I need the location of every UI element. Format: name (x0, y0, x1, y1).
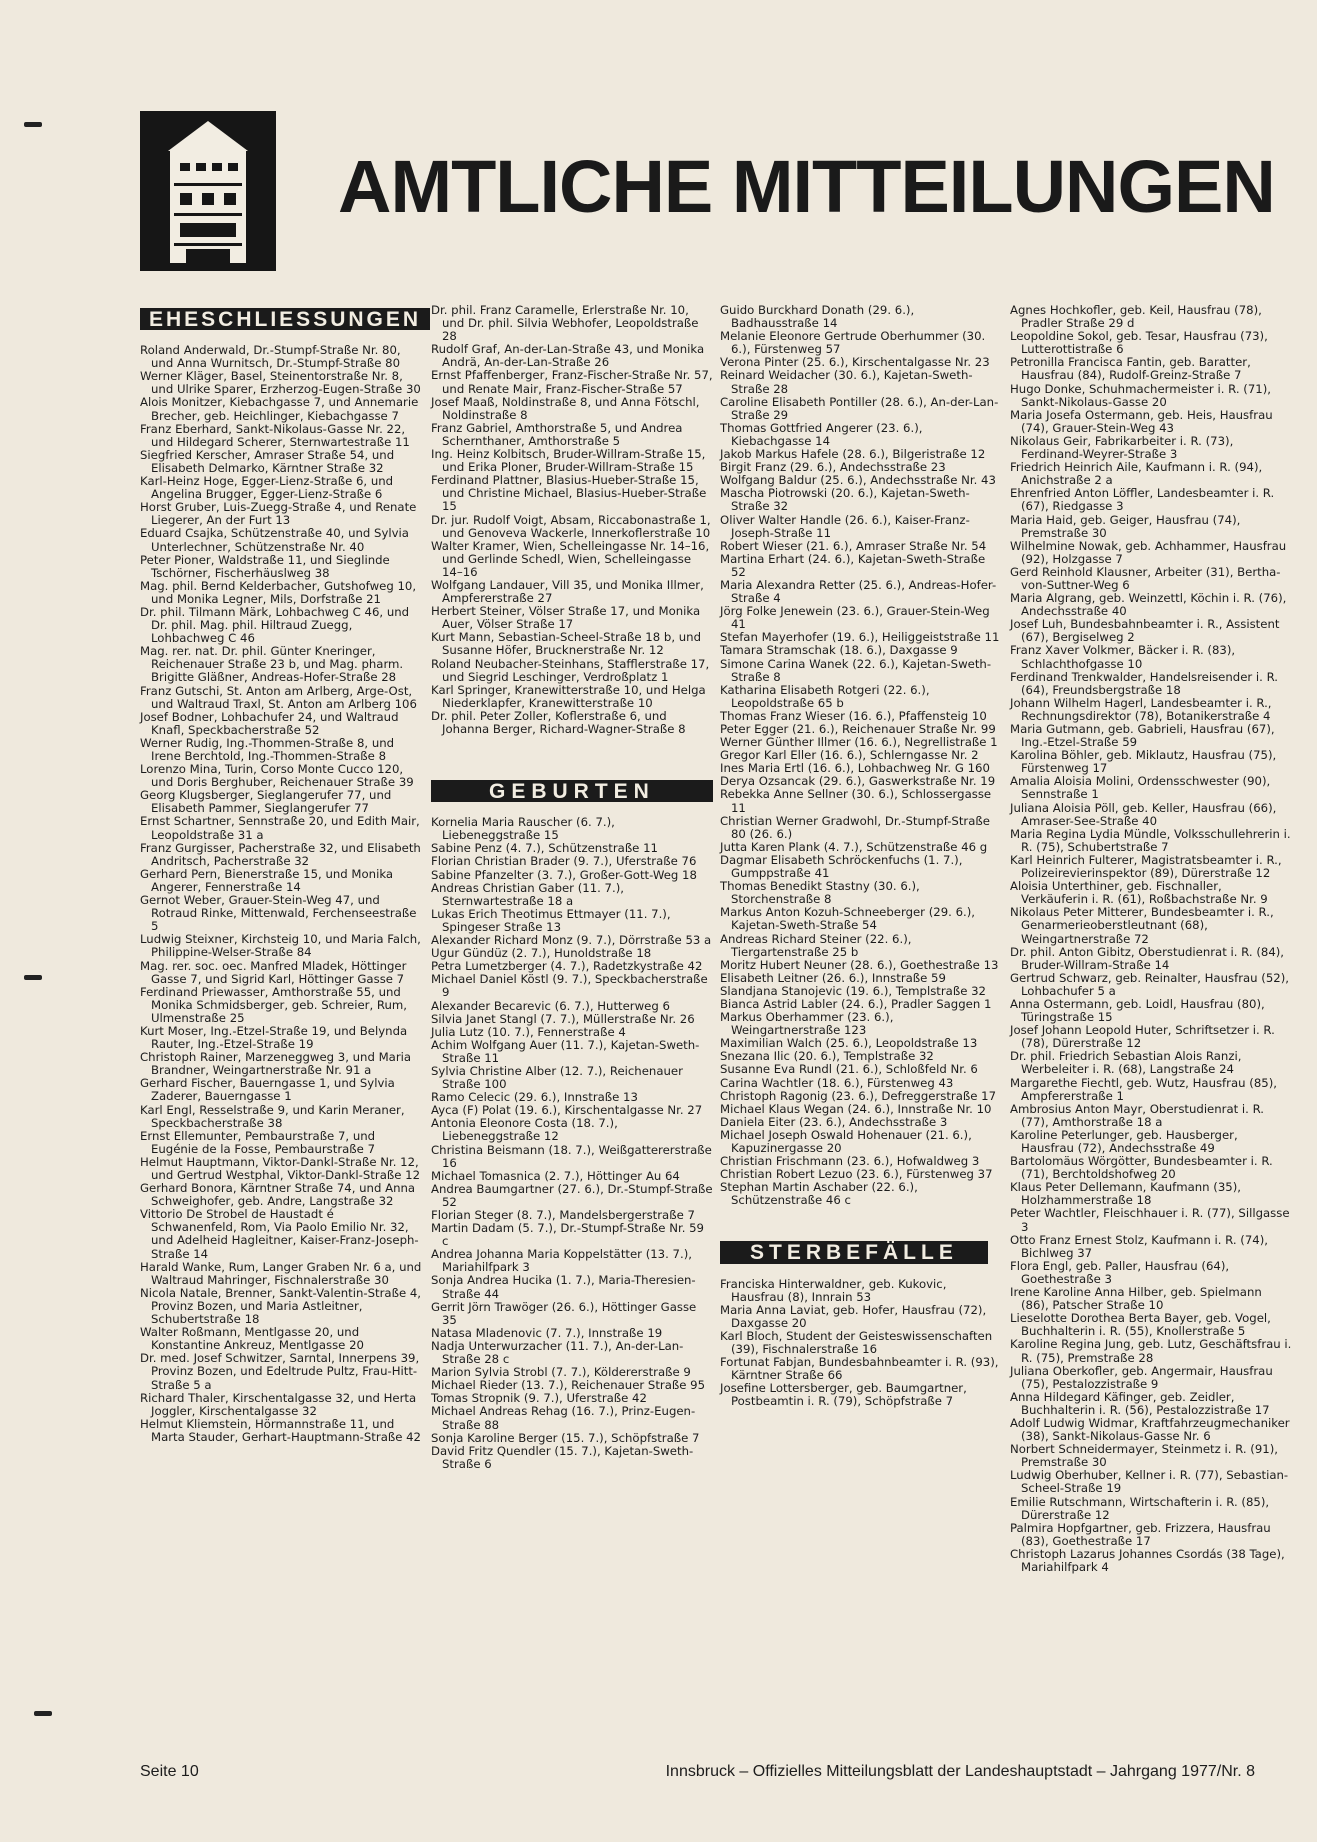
list-entry: Birgit Franz (29. 6.), Andechsstraße 23 (720, 460, 946, 475)
list-entry: Josef Bodner, Lohbachufer 24, und Waltraud Knafl, Speckbacherstraße 52 (140, 709, 399, 737)
list-entry: Dagmar Elisabeth Schröckenfuchs (1. 7.), Gumppstraße 41 (720, 852, 963, 881)
list-entry: Johann Wilhelm Hagerl, Landesbeamter i. R., Rechnungsdirektor (78), Botanikerstraße 4 (1010, 695, 1272, 723)
list-entry: Peter Wachtler, Fleischhauer i. R. (77), Sillgasse 3 (1010, 1206, 1290, 1234)
list-entry: Ernst Pfaffenberger, Franz-Fischer-Straße Nr. 57, und Renate Mair, Franz-Fischer-Straße 57 (431, 368, 713, 396)
list-entry: Lukas Erich Theotimus Ettmayer (11. 7.), Spingeser Straße 13 (431, 906, 671, 934)
list-entry: Gerhard Pern, Bienerstraße 15, und Monika Angerer, Fennerstraße 14 (140, 866, 394, 894)
list-entry: Juliana Oberkofler, geb. Angermair, Hausfrau (75), Pestalozzistraße 9 (1010, 1363, 1273, 1391)
list-entry: Thomas Franz Wieser (16. 6.), Pfaffensteig 10 (720, 708, 987, 723)
list-entry: Karl Bloch, Student der Geisteswissenschaften (39), Fischnalerstraße 16 (720, 1328, 993, 1357)
list-entry: Caroline Elisabeth Pontiller (28. 6.), An-der-Lan-Straße 29 (720, 394, 999, 422)
column-4 (1010, 304, 1292, 1574)
list-entry: Ugur Gündüz (2. 7.), Hunoldstraße 18 (431, 946, 652, 961)
list-entry: Michael Joseph Oswald Hohenauer (21. 6.), Kapuzinergasse 20 (720, 1127, 972, 1155)
list-entry: Vittorio De Strobel de Haustadt é Schwanenfeld, Rom, Via Paolo Emilio Nr. 32, und Adelheid Hagleitner, Kaiser-Franz-Joseph-Straße 14 (140, 1207, 419, 1261)
list-entry: Thomas Benedikt Stastny (30. 6.), Storchenstraße 8 (720, 879, 920, 907)
list-entry: Alois Monitzer, Kiebachgasse 7, und Annemarie Brecher, geb. Heichlinger, Kiebachgasse 7 (140, 395, 419, 423)
list-entry: Werner Rudig, Ing.-Thommen-Straße 8, und Irene Berchtold, Ing.-Thommen-Straße 8 (140, 735, 395, 763)
list-entry: Martina Erhart (24. 6.), Kajetan-Sweth-Straße 52 (720, 551, 986, 579)
list-entry: Franz Gutschi, St. Anton am Arlberg, Arge-Ost, und Waltraud Traxl, St. Anton am Arlberg 106 (140, 683, 417, 711)
list-entry: Eduard Csajka, Schützenstraße 40, und Sylvia Unterlechner, Schützenstraße Nr. 40 (140, 526, 409, 554)
list-entry: Rebekka Anne Sellner (30. 6.), Schlossergasse 11 (720, 787, 992, 815)
list-entry: Jörg Folke Jenewein (23. 6.), Grauer-Stein-Weg 41 (720, 604, 990, 632)
column-3 (720, 304, 1002, 1409)
list-entry: Mascha Piotrowski (20. 6.), Kajetan-Sweth-Straße 32 (720, 486, 970, 514)
list-entry: Karolina Böhler, geb. Miklautz, Hausfrau (75), Fürstenweg 17 (1010, 748, 1277, 776)
list-entry: Robert Wieser (21. 6.), Amraser Straße Nr. 54 (720, 538, 987, 553)
section-heading-eheschliessungen: EHESCHLIESSUNGEN (140, 308, 430, 330)
list-entry: Anna Hildegard Käfinger, geb. Zeidler, Buchhalterin i. R. (56), Pestalozzistraße 17 (1010, 1389, 1270, 1417)
list-entry: Ing. Heinz Kolbitsch, Bruder-Willram-Straße 15, und Erika Ploner, Bruder-Willram-Straße 15 (431, 447, 706, 475)
list-entry: Andrea Baumgartner (27. 6.), Dr.-Stumpf-Straße 52 (431, 1181, 713, 1209)
list-entry: Amalia Aloisia Molini, Ordensschwester (90), Sennstraße 1 (1010, 774, 1271, 802)
list-entry: Jakob Markus Hafele (28. 6.), Bilgeristraße 12 (720, 447, 986, 462)
list-entry: Roland Neubacher-Steinhans, Stafflerstraße 17, und Siegrid Leschinger, Verdroßplatz 1 (431, 656, 710, 684)
list-entry: Maria Haid, geb. Geiger, Hausfrau (74), Premstraße 30 (1010, 512, 1241, 540)
death-list-continued (1010, 304, 1292, 1574)
list-entry: Christoph Ragonig (23. 6.), Defreggerstraße 17 (720, 1088, 997, 1103)
list-entry: David Fritz Quendler (15. 7.), Kajetan-Sweth-Straße 6 (431, 1443, 694, 1471)
list-entry: Gregor Karl Eller (16. 6.), Schlerngasse Nr. 2 (720, 748, 979, 763)
list-entry: Dr. jur. Rudolf Voigt, Absam, Riccabonastraße 1, und Genoveva Wackerle, Innerkoflerstraße 10 (431, 512, 711, 540)
list-entry: Karoline Peterlunger, geb. Hausberger, Hausfrau (72), Andechsstraße 49 (1010, 1127, 1238, 1155)
list-entry: Helmut Hauptmann, Viktor-Dankl-Straße Nr. 12, und Gertrud Westphal, Viktor-Dankl-Straße 12 (140, 1154, 420, 1182)
list-entry: Maria Algrang, geb. Weinzettl, Köchin i. R. (76), Andechsstraße 40 (1010, 591, 1287, 619)
list-entry: Ludwig Steixner, Kirchsteig 10, und Maria Falch, Philippine-Welser-Straße 84 (140, 932, 421, 960)
list-entry: Kurt Moser, Ing.-Etzel-Straße 19, und Belynda Rauter, Ing.-Etzel-Straße 19 (140, 1023, 408, 1052)
list-entry: Michael Klaus Wegan (24. 6.), Innstraße Nr. 10 (720, 1101, 992, 1116)
list-entry: Ambrosius Anton Mayr, Oberstudienrat i. R. (77), Amthorstraße 18 a (1010, 1101, 1265, 1129)
list-entry: Anna Ostermann, geb. Loidl, Hausfrau (80), Türingstraße 15 (1010, 996, 1265, 1025)
list-entry: Snezana Ilic (20. 6.), Templstraße 32 (720, 1049, 934, 1064)
list-entry: Susanne Eva Rundl (21. 6.), Schloßfeld Nr. 6 (720, 1062, 978, 1077)
list-entry: Derya Ozsancak (29. 6.), Gaswerkstraße Nr. 19 (720, 774, 996, 789)
list-entry: Reinard Weidacher (30. 6.), Kajetan-Sweth-Straße 28 (720, 368, 973, 396)
list-entry: Ferdinand Plattner, Blasius-Hueber-Straße 15, und Christine Michael, Blasius-Hueber-Straße 15 (431, 473, 707, 514)
list-entry: Margarethe Fiechtl, geb. Wutz, Hausfrau (85), Ampfererstraße 1 (1010, 1075, 1277, 1103)
list-entry: Siegfried Kerscher, Amraser Straße 54, und Elisabeth Delmarko, Kärntner Straße 32 (140, 447, 395, 475)
list-entry: Markus Oberhammer (23. 6.), Weingartnerstraße 123 (720, 1010, 894, 1038)
list-entry: Ines Maria Ertl (16. 6.), Lohbachweg Nr. G 160 (720, 761, 990, 776)
list-entry: Franz Eberhard, Sankt-Nikolaus-Gasse Nr. 22, und Hildegard Scherer, Sternwartestraße 11 (140, 421, 410, 449)
list-entry: Markus Anton Kozuh-Schneeberger (29. 6.), Kajetan-Sweth-Straße 54 (720, 905, 975, 933)
list-entry: Carina Wachtler (18. 6.), Fürstenweg 43 (720, 1075, 954, 1090)
publication-line: Innsbruck – Offizielles Mitteilungsblatt der Landeshauptstadt – Jahrgang 1977/Nr. 8 (665, 1763, 1255, 1780)
list-entry: Lorenzo Mina, Turin, Corso Monte Cucco 120, und Doris Berghuber, Reichenauer Straße 39 (140, 762, 414, 790)
list-entry: Ramo Celecic (29. 6.), Innstraße 13 (431, 1090, 638, 1105)
list-entry: Petronilla Francisca Fantin, geb. Baratter, Hausfrau (84), Rudolf-Greinz-Straße 7 (1010, 355, 1251, 383)
list-entry: Mag. rer. nat. Dr. phil. Günter Kneringer, Reichenauer Straße 23 b, und Mag. pharm. Brigitte Gläßner, Andreas-Hofer-Straße 28 (140, 644, 404, 685)
list-entry: Stephan Martin Aschaber (22. 6.), Schützenstraße 46 c (720, 1180, 918, 1208)
list-entry: Dr. phil. Friedrich Sebastian Alois Ranzi, Werbeleiter i. R. (68), Langstraße 24 (1010, 1049, 1242, 1077)
list-entry: Ernst Schartner, Sennstraße 20, und Edith Mair, Leopoldstraße 31 a (140, 814, 420, 842)
list-entry: Kurt Mann, Sebastian-Scheel-Straße 18 b, und Susanne Höfer, Brucknerstraße Nr. 12 (431, 630, 701, 658)
list-entry: Norbert Schneidermayer, Steinmetz i. R. (91), Premstraße 30 (1010, 1442, 1278, 1470)
list-entry: Sylvia Christine Alber (12. 7.), Reichenauer Straße 100 (431, 1063, 683, 1092)
list-entry: Marion Sylvia Strobl (7. 7.), Köldererstraße 9 (431, 1365, 691, 1380)
tower-icon (140, 111, 276, 271)
list-entry: Fortunat Fabjan, Bundesbahnbeamter i. R. (93), Kärntner Straße 66 (720, 1355, 999, 1383)
list-entry: Stefan Mayerhofer (19. 6.), Heiliggeiststraße 11 (720, 630, 1000, 645)
list-entry: Maria Josefa Ostermann, geb. Heis, Hausfrau (74), Grauer-Stein-Weg 43 (1010, 407, 1273, 435)
list-entry: Karl-Heinz Hoge, Egger-Lienz-Straße 6, und Angelina Brugger, Egger-Lienz-Straße 6 (140, 474, 394, 502)
list-entry: Maximilian Walch (25. 6.), Leopoldstraße 13 (720, 1036, 978, 1051)
list-entry: Florian Christian Brader (9. 7.), Uferstraße 76 (431, 854, 697, 869)
list-entry: Friedrich Heinrich Aile, Kaufmann i. R. (94), Anichstraße 2 a (1010, 460, 1263, 488)
list-entry: Horst Gruber, Luis-Zuegg-Straße 4, und Renate Liegerer, An der Furt 13 (140, 500, 417, 528)
list-entry: Gertrud Schwarz, geb. Reinalter, Hausfrau (52), Lohbachufer 5 a (1010, 970, 1289, 998)
list-entry: Sabine Pfanzelter (3. 7.), Großer-Gott-Weg 18 (431, 867, 697, 882)
page-title: AMTLICHE MITTEILUNGEN (338, 145, 1275, 228)
list-entry: Christoph Rainer, Marzeneggweg 3, und Maria Brandner, Weingartnerstraße Nr. 91 a (140, 1050, 412, 1078)
list-entry: Wilhelmine Nowak, geb. Achhammer, Hausfrau (92), Holzgasse 7 (1010, 538, 1287, 566)
marriage-list-continued (431, 304, 713, 736)
list-entry: Herbert Steiner, Völser Straße 17, und Monika Auer, Völser Straße 17 (431, 604, 701, 632)
list-entry: Tomas Stropnik (9. 7.), Uferstraße 42 (431, 1391, 647, 1406)
list-entry: Gerhard Fischer, Bauerngasse 1, und Sylvia Zaderer, Bauerngasse 1 (140, 1076, 395, 1104)
list-entry: Harald Wanke, Rum, Langer Graben Nr. 6 a, und Waltraud Mahringer, Fischnalerstraße 30 (140, 1259, 422, 1287)
list-entry: Ferdinand Trenkwalder, Handelsreisender i. R. (64), Freundsbergstraße 18 (1010, 669, 1278, 697)
list-entry: Karl Engl, Resselstraße 9, und Karin Meraner, Speckbacherstraße 38 (140, 1102, 405, 1130)
list-entry: Gerrit Jörn Trawöger (26. 6.), Höttinger Gasse 35 (431, 1299, 697, 1327)
list-entry: Mag. rer. soc. oec. Manfred Mladek, Höttinger Gasse 7, und Sigrid Karl, Höttinger Gasse 7 (140, 958, 407, 986)
list-entry: Rudolf Graf, An-der-Lan-Straße 43, und Monika Andrä, An-der-Lan-Straße 26 (431, 342, 705, 370)
list-entry: Werner Günther Illmer (16. 6.), Negrellistraße 1 (720, 735, 998, 750)
list-entry: Dr. phil. Anton Gibitz, Oberstudienrat i. R. (84), Bruder-Willram-Straße 14 (1010, 944, 1285, 972)
list-entry: Aloisia Unterthiner, geb. Fischnaller, Verkäuferin i. R. (61), Roßbachstraße Nr. 9 (1010, 879, 1268, 907)
list-entry: Gernot Weber, Grauer-Stein-Weg 47, und Rotraud Rinke, Mittenwald, Ferchenseestraße 5 (140, 893, 417, 934)
margin-mark (34, 1711, 52, 1716)
list-entry: Irene Karoline Anna Hilber, geb. Spielmann (86), Patscher Straße 10 (1010, 1285, 1262, 1313)
list-entry: Walter Roßmann, Mentlgasse 20, und Konstantine Ankreuz, Mentlgasse 20 (140, 1325, 364, 1353)
list-entry: Karl Heinrich Fulterer, Magistratsbeamter i. R., Polizeirevierinspektor (89), Dürerstraße 12 (1010, 852, 1282, 881)
list-entry: Josef Maaß, Noldinstraße 8, und Anna Fötschl, Noldinstraße 8 (431, 394, 700, 422)
list-entry: Juliana Aloisia Pöll, geb. Keller, Hausfrau (66), Amraser-See-Straße 40 (1010, 800, 1277, 828)
list-entry: Natasa Mladenovic (7. 7.), Innstraße 19 (431, 1325, 663, 1340)
list-entry: Wolfgang Landauer, Vill 35, und Monika Illmer, Ampfererstraße 27 (431, 577, 704, 606)
list-entry: Maria Regina Lydia Mündle, Volksschullehrerin i. R. (75), Schubertstraße 7 (1010, 826, 1291, 854)
list-entry: Ehrenfried Anton Löffler, Landesbeamter i. R. (67), Riedgasse 3 (1010, 486, 1275, 514)
list-entry: Palmira Hopfgartner, geb. Frizzera, Hausfrau (83), Goethestraße 17 (1010, 1520, 1271, 1548)
marriage-list (140, 344, 422, 1444)
list-entry: Antonia Eleonore Costa (18. 7.), Liebeneggstraße 12 (431, 1116, 618, 1144)
list-entry: Moritz Hubert Neuner (28. 6.), Goethestraße 13 (720, 957, 999, 972)
death-list (720, 1278, 1002, 1409)
list-entry: Oliver Walter Handle (26. 6.), Kaiser-Franz-Joseph-Straße 11 (720, 512, 970, 540)
list-entry: Katharina Elisabeth Rotgeri (22. 6.), Leopoldstraße 65 b (720, 682, 930, 710)
list-entry: Maria Gutmann, geb. Gabrieli, Hausfrau (67), Ing.-Etzel-Straße 59 (1010, 722, 1275, 750)
list-entry: Peter Pioner, Waldstraße 11, und Sieglinde Tschörner, Fischerhäuslweg 38 (140, 552, 390, 580)
list-entry: Ferdinand Priewasser, Amthorstraße 55, und Monika Schmidsberger, geb. Schreier, Rum, Ulmenstraße 25 (140, 984, 407, 1025)
list-entry: Nikolaus Geir, Fabrikarbeiter i. R. (73), Ferdinand-Weyrer-Straße 3 (1010, 433, 1234, 462)
list-entry: Achim Wolfgang Auer (11. 7.), Kajetan-Sweth-Straße 11 (431, 1037, 700, 1065)
column-2 (431, 304, 713, 1471)
list-entry: Petra Lumetzberger (4. 7.), Radetzkystraße 42 (431, 959, 703, 974)
list-entry: Silvia Janet Stangl (7. 7.), Müllerstraße Nr. 26 (431, 1011, 695, 1026)
list-entry: Georg Klugsberger, Sieglangerufer 77, und Elisabeth Pammer, Sieglangerufer 77 (140, 788, 392, 816)
list-entry: Walter Kramer, Wien, Schelleingasse Nr. 14–16, und Gerlinde Schedl, Wien, Schelleingasse 14–16 (431, 538, 710, 579)
list-entry: Daniela Eiter (23. 6.), Andechsstraße 3 (720, 1114, 948, 1129)
city-logo (140, 111, 276, 271)
list-entry: Michael Tomasnica (2. 7.), Höttinger Au 64 (431, 1168, 680, 1183)
list-entry: Gerd Reinhold Klausner, Arbeiter (31), Bertha-von-Suttner-Weg 6 (1010, 564, 1281, 592)
list-entry: Christian Werner Gradwohl, Dr.-Stumpf-Straße 80 (26. 6.) (720, 813, 990, 841)
birth-list (431, 816, 713, 1471)
list-entry: Klaus Peter Dellemann, Kaufmann (35), Holzhammerstraße 18 (1010, 1180, 1241, 1208)
list-entry: Jutta Karen Plank (4. 7.), Schützenstraße 46 g (720, 839, 988, 854)
list-entry: Sonja Andrea Hucika (1. 7.), Maria-Theresien-Straße 44 (431, 1273, 696, 1301)
margin-mark (24, 122, 42, 127)
list-entry: Christina Beismann (18. 7.), Weißgattererstraße 16 (431, 1142, 712, 1170)
list-entry: Nikolaus Peter Mitterer, Bundesbeamter i. R., Genarmerieoberstleutnant (68), Weingartnerstraße 72 (1010, 905, 1274, 946)
list-entry: Alexander Becarevic (6. 7.), Hutterweg 6 (431, 998, 670, 1013)
birth-list-continued (720, 304, 1002, 1207)
list-entry: Martin Dadam (5. 7.), Dr.-Stumpf-Straße Nr. 59 c (431, 1221, 704, 1249)
list-entry: Andreas Richard Steiner (22. 6.), Tiergartenstraße 25 b (720, 931, 912, 959)
margin-mark (24, 975, 42, 980)
list-entry: Sabine Penz (4. 7.), Schützenstraße 11 (431, 841, 658, 856)
list-entry: Emilie Rutschmann, Wirtschafterin i. R. (85), Dürerstraße 12 (1010, 1494, 1270, 1522)
list-entry: Flora Engl, geb. Paller, Hausfrau (64), Goethestraße 3 (1010, 1258, 1230, 1286)
list-entry: Ayca (F) Polat (19. 6.), Kirschentalgasse Nr. 27 (431, 1103, 703, 1118)
list-entry: Bianca Astrid Labler (24. 6.), Pradler Saggen 1 (720, 996, 992, 1011)
list-entry: Verona Pinter (25. 6.), Kirschentalgasse Nr. 23 (720, 355, 990, 370)
list-entry: Sonja Karoline Berger (15. 7.), Schöpfstraße 7 (431, 1430, 700, 1445)
list-entry: Guido Burckhard Donath (29. 6.), Badhausstraße 14 (720, 303, 915, 331)
list-entry: Christian Robert Lezuo (23. 6.), Fürstenweg 37 (720, 1167, 993, 1182)
list-entry: Helmut Kliemstein, Hörmannstraße 11, und Marta Stauder, Gerhart-Hauptmann-Straße 42 (140, 1416, 421, 1444)
column-1 (140, 304, 422, 1444)
list-entry: Gerhard Bonora, Kärntner Straße 74, und Anna Schweighofer, geb. Andre, Langstraße 32 (140, 1181, 416, 1209)
list-entry: Maria Anna Laviat, geb. Hofer, Hausfrau (72), Daxgasse 20 (720, 1302, 987, 1330)
list-entry: Peter Egger (21. 6.), Reichenauer Straße Nr. 99 (720, 722, 996, 736)
list-entry: Christoph Lazarus Johannes Csordás (38 Tage), Mariahilfpark 4 (1010, 1546, 1285, 1574)
list-entry: Richard Thaler, Kirschentalgasse 32, und Herta Joggler, Kirschentalgasse 32 (140, 1390, 417, 1418)
list-entry: Wolfgang Baldur (25. 6.), Andechsstraße Nr. 43 (720, 473, 996, 488)
list-entry: Elisabeth Leitner (26. 6.), Innstraße 59 (720, 970, 946, 985)
list-entry: Franciska Hinterwaldner, geb. Kukovic, Hausfrau (8), Innrain 53 (720, 1276, 947, 1304)
list-entry: Mag. phil. Bernd Kelderbacher, Gutshofweg 10, und Monika Legner, Mils, Dorfstraße 21 (140, 578, 417, 606)
list-entry: Agnes Hochkofler, geb. Keil, Hausfrau (78), Pradler Straße 29 d (1010, 303, 1262, 331)
list-entry: Simone Carina Wanek (22. 6.), Kajetan-Sweth-Straße 8 (720, 656, 992, 684)
list-entry: Nadja Unterwurzacher (11. 7.), An-der-Lan-Straße 28 c (431, 1338, 684, 1367)
list-entry: Karoline Regina Jung, geb. Lutz, Geschäftsfrau i. R. (75), Premstraße 28 (1010, 1337, 1292, 1365)
list-entry: Werner Kläger, Basel, Steinentorstraße Nr. 8, und Ulrike Sparer, Erzherzog-Eugen-Straße 30 (140, 369, 421, 397)
list-entry: Alexander Richard Monz (9. 7.), Dörrstraße 53 a (431, 933, 712, 948)
list-entry: Leopoldine Sokol, geb. Tesar, Hausfrau (73), Lutterottistraße 6 (1010, 329, 1268, 357)
list-entry: Dr. phil. Franz Caramelle, Erlerstraße Nr. 10, und Dr. phil. Silvia Webhofer, Leopoldstraße 28 (431, 303, 699, 344)
list-entry: Christian Frischmann (23. 6.), Hofwaldweg 3 (720, 1154, 980, 1169)
section-heading-geburten: GEBURTEN (431, 780, 713, 802)
list-entry: Karl Springer, Kranewitterstraße 10, und Helga Niederklapfer, Kranewitterstraße 10 (431, 682, 706, 710)
list-entry: Dr. phil. Tilmann Märk, Lohbachweg C 46, und Dr. phil. Mag. phil. Hiltraud Zuegg, Lohbachweg C 46 (140, 604, 410, 646)
list-entry: Thomas Gottfried Angerer (23. 6.), Kiebachgasse 14 (720, 420, 923, 448)
list-entry: Otto Franz Ernest Stolz, Kaufmann i. R. (74), Bichlweg 37 (1010, 1232, 1268, 1260)
list-entry: Tamara Stramschak (18. 6.), Daxgasse 9 (720, 643, 958, 658)
list-entry: Adolf Ludwig Widmar, Kraftfahrzeugmechaniker (38), Sankt-Nikolaus-Gasse Nr. 6 (1010, 1415, 1290, 1444)
list-entry: Florian Steger (8. 7.), Mandelsbergerstraße 7 (431, 1208, 695, 1222)
page-number: Seite 10 (140, 1763, 199, 1780)
list-entry: Kornelia Maria Rauscher (6. 7.), Liebeneggstraße 15 (431, 815, 615, 843)
section-heading-sterbefaelle: STERBEFÄLLE (720, 1241, 988, 1263)
list-entry: Andrea Johanna Maria Koppelstätter (13. 7.), Mariahilfpark 3 (431, 1247, 692, 1275)
list-entry: Ernst Ellemunter, Pembaurstraße 7, und Eugénie de la Fosse, Pembaurstraße 7 (140, 1128, 376, 1156)
list-entry: Slandjana Stanojevic (19. 6.), Templstraße 32 (720, 983, 986, 998)
list-entry: Bartolomäus Wörgötter, Bundesbeamter i. R. (71), Berchtoldshofweg 20 (1010, 1154, 1273, 1182)
list-entry: Ludwig Oberhuber, Kellner i. R. (77), Sebastian-Scheel-Straße 19 (1010, 1468, 1289, 1496)
list-entry: Josef Johann Leopold Huter, Schriftsetzer i. R. (78), Dürerstraße 12 (1010, 1023, 1275, 1051)
list-entry: Melanie Eleonore Gertrude Oberhummer (30. 6.), Fürstenweg 57 (720, 329, 986, 357)
list-entry: Andreas Christian Gaber (11. 7.), Sternwartestraße 18 a (431, 880, 624, 908)
list-entry: Michael Andreas Rehag (16. 7.), Prinz-Eugen-Straße 88 (431, 1404, 696, 1432)
list-entry: Maria Alexandra Retter (25. 6.), Andreas-Hofer-Straße 4 (720, 577, 997, 606)
list-entry: Franz Xaver Volkmer, Bäcker i. R. (83), Schlachthofgasse 10 (1010, 643, 1236, 671)
list-entry: Franz Gurgisser, Pacherstraße 32, und Elisabeth Andritsch, Pacherstraße 32 (140, 840, 421, 868)
list-entry: Michael Rieder (13. 7.), Reichenauer Straße 95 (431, 1378, 706, 1393)
list-entry: Roland Anderwald, Dr.-Stumpf-Straße Nr. 80, und Anna Wurnitsch, Dr.-Stumpf-Straße 80 (140, 343, 401, 371)
list-entry: Dr. phil. Peter Zoller, Koflerstraße 6, und Johanna Berger, Richard-Wagner-Straße 8 (431, 708, 686, 736)
list-entry: Franz Gabriel, Amthorstraße 5, und Andrea Schernthaner, Amthorstraße 5 (431, 420, 683, 448)
list-entry: Michael Daniel Köstl (9. 7.), Speckbacherstraße 9 (431, 972, 708, 1000)
list-entry: Josef Luh, Bundesbahnbeamter i. R., Assistent (67), Bergiselweg 2 (1010, 617, 1280, 645)
list-entry: Lieselotte Dorothea Berta Bayer, geb. Vogel, Buchhalterin i. R. (55), Knollerstraße 5 (1010, 1311, 1271, 1339)
list-entry: Julia Lutz (10. 7.), Fennerstraße 4 (431, 1024, 626, 1039)
list-entry: Josefine Lottersberger, geb. Baumgartner, Postbeamtin i. R. (79), Schöpfstraße 7 (720, 1381, 967, 1409)
list-entry: Dr. med. Josef Schwitzer, Sarntal, Innerpens 39, Provinz Bozen, und Edeltrude Pultz, Frau-Hitt-Straße 5 a (140, 1351, 420, 1392)
list-entry: Nicola Natale, Brenner, Sankt-Valentin-Straße 4, Provinz Bozen, und Maria Astleitner, Schubertstraße 18 (140, 1285, 422, 1327)
list-entry: Hugo Donke, Schuhmachermeister i. R. (71), Sankt-Nikolaus-Gasse 20 (1010, 381, 1271, 409)
